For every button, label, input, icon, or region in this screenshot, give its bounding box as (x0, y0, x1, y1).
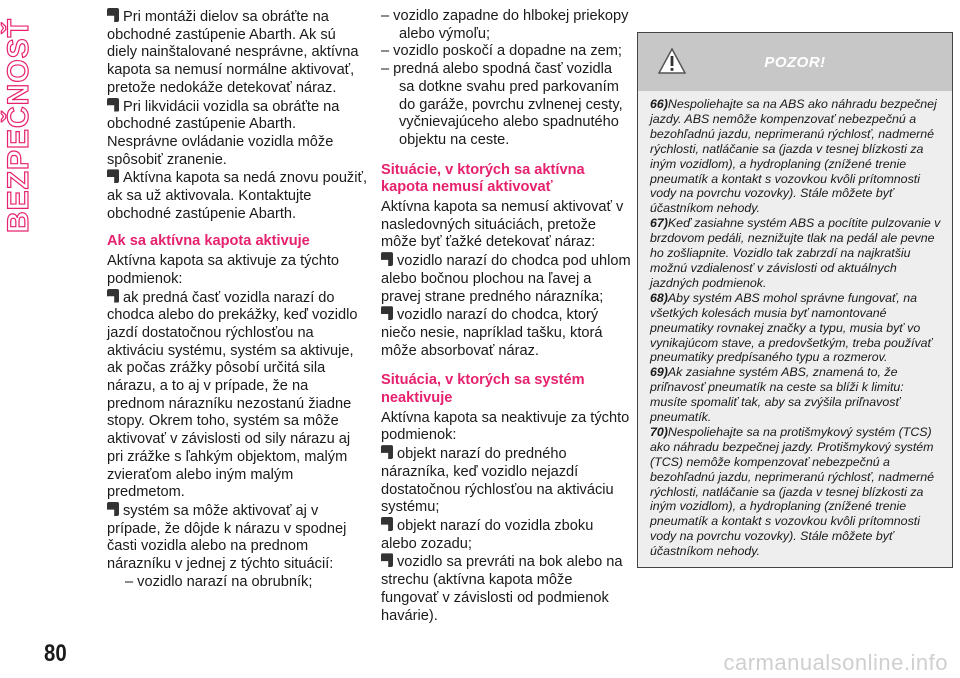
warning-item-number: 68) (650, 290, 668, 305)
warning-item-number: 67) (650, 216, 668, 231)
warning-item-text: Keď zasiahne systém ABS a pocítite pulzovanie v brzdovom pedáli, neznižujte tlak na pedál ale pevne ho zošliapnite. Vozidlo tak zabrzdí na najkratšiu možnú vzdialenosť v závislosti od aktuálnych jazdných podmienok. (650, 216, 941, 290)
col1-dash-1: – vozidlo narazí na obrubník; (125, 573, 313, 590)
col2-heading-2: Situácia, v ktorých sa systém neaktivuje (381, 372, 585, 407)
column-2 (381, 8, 631, 625)
warning-item-68 (650, 291, 942, 366)
warning-item-69 (650, 365, 942, 425)
warning-header (638, 33, 952, 91)
section-side-title-text: BEZPEČNOSŤ (2, 18, 35, 234)
warning-item-text: Nespoliehajte sa na ABS ako náhradu bezpečnej jazdy. ABS nemôže kompenzovať nebezpečnú a bezohľadnú jazdu, neprimeranú rýchlosť, nadmerné rýchlosti, natláčanie sa (jazda v tesnej blízkosti za iným vozidlom), a hydroplaning (znížené trenie pneumatík a kontakt s vozovkou kvôli prítomnosti vody na povrchu vozovky). Stále môžete byť účastníkom nehody. (650, 97, 937, 216)
warning-item-70 (650, 425, 942, 559)
col2-bullet-3: objekt narazí do predného nárazníka, keď vozidlo nejazdí dostatočnou rýchlosťou na aktiváciu systému; (381, 445, 631, 517)
col2-bullet-5: vozidlo sa prevráti na bok alebo na strechu (aktívna kapota môže fungovať v závislosti od podmienok havárie). (381, 553, 631, 625)
warning-title: POZOR! (764, 53, 826, 71)
col1-intro: Aktívna kapota sa aktivuje za týchto podmienok: (107, 253, 340, 287)
col2-dash-4: – predná alebo spodná časť vozidla sa dotkne svahu pred parkovaním do garáže, povrchu zvlnenej cesty, vyčnievajúceho alebo spadnutého objektu na ceste. (381, 61, 623, 148)
col1-bullet-1: ak predná časť vozidla narazí do chodca alebo do prekážky, keď vozidlo jazdí dostatočnou rýchlosťou na aktiváciu systému, systém sa aktivuje, ak počas zrážky pôsobí určitá sila nárazu, a to aj v prípade, že na prednom nárazníku nezostanú žiadne stopy. Okrem toho, systém sa môže aktivovať v závislosti od sily nárazu aj pri zrážke s ľahkým objektom, malým zvieraťom alebo iným malým predmetom. (107, 289, 369, 502)
col2-dash-3: – vozidlo poskočí a dopadne na zem; (381, 43, 622, 60)
watermark: carmanualsonline.info (723, 650, 948, 675)
page-number: 80 (44, 640, 67, 667)
col2-dash-2: – vozidlo zapadne do hlbokej priekopy alebo výmoľu; (381, 8, 629, 42)
warning-column (637, 32, 953, 568)
warning-triangle-icon (658, 48, 686, 74)
col1-paragraph-3: Aktívna kapota sa nedá znovu použiť, ak sa už aktivovala. Kontaktujte obchodné zastúpenie Abarth. (107, 170, 367, 222)
warning-body (638, 91, 952, 567)
warning-item-number: 69) (650, 365, 668, 380)
col2-bullet-4: objekt narazí do vozidla zboku alebo zozadu; (381, 517, 631, 553)
col2-bullet-2: vozidlo narazí do chodca, ktorý niečo nesie, napríklad tašku, ktorá môže absorbovať náraz. (381, 306, 631, 360)
col1-bullet-2: systém sa môže aktivovať aj v prípade, že dôjde k nárazu v spodnej časti vozidla alebo na prednom nárazníku v jednej z týchto situácií: (107, 502, 369, 574)
col2-intro-1: Aktívna kapota sa nemusí aktivovať v nasledovných situáciách, pretože môže byť ťažké detekovať náraz: (381, 199, 624, 251)
warning-item-66 (650, 97, 942, 216)
col2-bullet-1: vozidlo narazí do chodca pod uhlom alebo bočnou plochou na ľavej a pravej strane predného nárazníka; (381, 253, 631, 305)
warning-item-text: Nespoliehajte sa na protišmykový systém (TCS) ako náhradu bezpečnej jazdy. Protišmykový systém (TCS) nemôže kompenzovať nebezpečnú a bezohľadnú jazdu, neprimeranú rýchlosť, nadmerné rýchlosti, natláčanie sa (jazda v tesnej blízkosti za iným vozidlom), a hydroplaning (znížené trenie pneumatík a kontakt s vozovkou kvôli prítomnosti vody na povrchu vozovky). Stále môžete byť účastníkom nehody. (650, 424, 935, 559)
section-side-title (2, 18, 36, 234)
warning-item-number: 66) (650, 97, 668, 111)
col2-heading-1: Situácie, v ktorých sa aktívna kapota nemusí aktivovať (381, 161, 585, 196)
column-1 (107, 8, 369, 592)
warning-item-text: Ak zasiahne systém ABS, znamená to, že priľnavosť pneumatík na ceste sa blíži k limitu: musíte spomaliť tak, aby sa zvýšila priľnavosť pneumatík. (650, 365, 904, 425)
col2-intro-2: Aktívna kapota sa neaktivuje za týchto podmienok: (381, 409, 630, 444)
col1-paragraph-1: Pri montáži dielov sa obráťte na obchodné zastúpenie Abarth. Ak sú diely nainštalované nesprávne, aktívna kapota sa nemusí normálne aktivovať, pretože nedokáže detekovať náraz. (107, 8, 369, 98)
col1-paragraph-2: Pri likvidácii vozidla sa obráťte na obchodné zastúpenie Abarth. Nesprávne ovládanie vozidla môže spôsobiť zranenie. (107, 98, 369, 170)
warning-item-number: 70) (650, 424, 668, 439)
col1-heading: Ak sa aktívna kapota aktivuje (107, 233, 310, 250)
warning-item-text: Aby systém ABS mohol správne fungovať, na všetkých kolesách musia byť namontované pneumatiky rovnakej značky a typu, musia byť vo vynikajúcom stave, a predovšetkým, treba používať pneumatiky predpísaného typu a rozmerov. (650, 290, 932, 365)
warning-item-67 (650, 216, 942, 291)
warning-box (637, 32, 953, 568)
